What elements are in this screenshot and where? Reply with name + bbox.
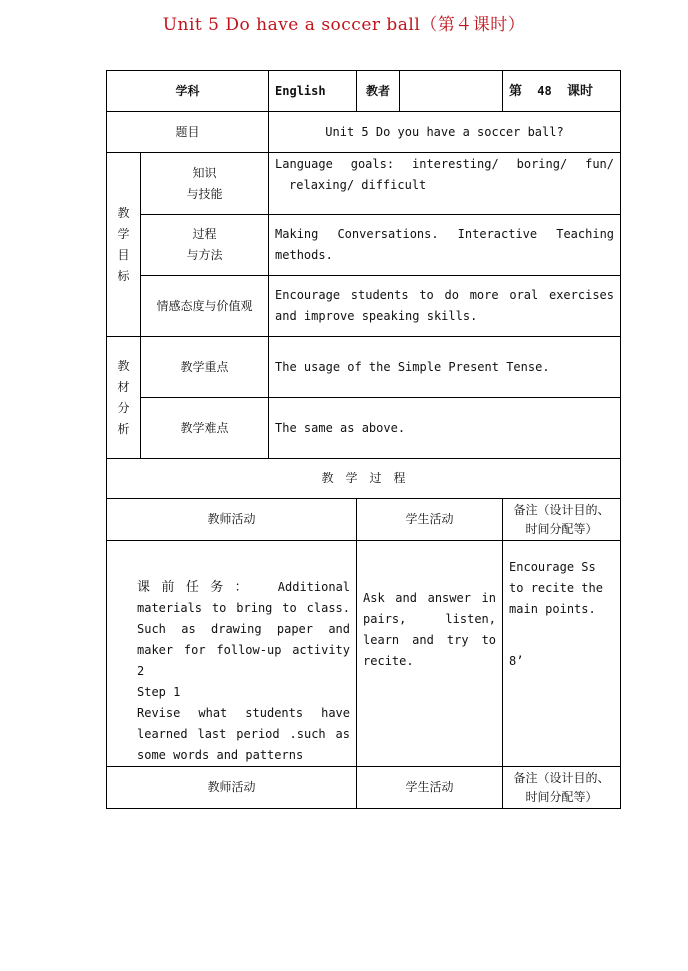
teacher-value <box>400 71 503 112</box>
objectives-char-2: 学 <box>117 226 130 241</box>
student-activity-header-repeat: 学生活动 <box>357 767 503 809</box>
note-header-repeat <box>503 767 621 809</box>
activity-row <box>107 541 621 767</box>
process-heading: 教学过程 <box>107 459 621 499</box>
note-cell <box>503 541 621 767</box>
teacher-activity-text-1 <box>137 577 350 682</box>
lesson-prefix: 第 <box>509 83 523 99</box>
objectives-group-label <box>107 153 141 337</box>
teacher-step-label: Step 1 <box>137 685 181 699</box>
objectives-char-4: 标 <box>117 268 130 283</box>
knowledge-label-line-1: 知识 <box>192 165 217 180</box>
student-activity-cell: Ask and answer in pairs, listen, learn and try to recite. <box>357 541 503 767</box>
difficult-point-row <box>107 398 621 459</box>
student-activity-header: 学生活动 <box>357 499 503 541</box>
topic-value: Unit 5 Do you have a soccer ball? <box>269 112 621 153</box>
knowledge-value-line-1: Language goals: interesting/ boring/ fun/ <box>275 157 615 171</box>
process-heading-row <box>107 459 621 499</box>
lesson-suffix: 课时 <box>566 83 593 99</box>
emotion-value: Encourage students to do more oral exercises and improve speaking skills. <box>269 276 621 337</box>
activity-header-row-repeat <box>107 767 621 809</box>
analysis-group-label <box>107 337 141 459</box>
key-point-value: The usage of the Simple Present Tense. <box>269 337 621 398</box>
note-header-repeat-line-1: 备注（设计目的、 <box>513 770 610 785</box>
analysis-char-4: 析 <box>117 421 130 436</box>
lesson-plan-table <box>106 70 621 809</box>
process-label-line-2: 与方法 <box>186 248 223 262</box>
analysis-char-2: 材 <box>117 379 130 394</box>
topic-label: 题目 <box>107 112 269 153</box>
teacher-task-text: Additional materials to bring to class. Such as drawing paper and maker for follow-up activity 2 <box>137 580 351 678</box>
note-time: 8’ <box>509 654 524 668</box>
difficult-point-value: The same as above. <box>269 398 621 459</box>
activity-header-row <box>107 499 621 541</box>
lesson-number: 48 <box>537 83 552 98</box>
note-text: Encourage Ss to recite the main points. <box>509 560 603 616</box>
subject-label: 学科 <box>107 71 269 112</box>
knowledge-row <box>107 153 621 215</box>
key-point-row <box>107 337 621 398</box>
knowledge-label-line-2: 与技能 <box>186 186 223 201</box>
knowledge-value-line-2: relaxing/ difficult <box>289 178 427 192</box>
note-header-line-1: 备注（设计目的、 <box>513 502 610 517</box>
note-header <box>503 499 621 541</box>
knowledge-label <box>141 153 269 215</box>
teacher-activity-text-2: Revise what students have learned last period .such as some words and patterns <box>137 706 351 762</box>
note-header-line-2: 时间分配等） <box>525 521 598 536</box>
difficult-point-label: 教学难点 <box>141 398 269 459</box>
process-value: Making Conversations. Interactive Teaching methods. <box>269 215 621 276</box>
analysis-char-1: 教 <box>117 358 130 373</box>
document-title: Unit 5 Do have a soccer ball（第４课时） <box>162 15 526 35</box>
subject-value: English <box>269 71 357 112</box>
analysis-char-3: 分 <box>117 400 130 415</box>
teacher-label: 教者 <box>357 71 400 112</box>
key-point-label: 教学重点 <box>141 337 269 398</box>
emotion-row <box>107 276 621 337</box>
header-row <box>107 71 621 112</box>
teacher-task-prefix: 课前任务： <box>137 580 260 595</box>
lesson-number-cell <box>503 71 621 112</box>
teacher-activity-header: 教师活动 <box>107 499 357 541</box>
process-method-row <box>107 215 621 276</box>
note-header-repeat-line-2: 时间分配等） <box>525 789 598 804</box>
emotion-label: 情感态度与价值观 <box>141 276 269 337</box>
topic-row <box>107 112 621 153</box>
process-label <box>141 215 269 276</box>
knowledge-value <box>269 153 621 215</box>
teacher-activity-cell <box>107 541 357 767</box>
objectives-char-1: 教 <box>117 205 130 220</box>
teacher-activity-header-repeat: 教师活动 <box>107 767 357 809</box>
objectives-char-3: 目 <box>117 247 130 262</box>
process-label-line-1: 过程 <box>192 227 217 241</box>
